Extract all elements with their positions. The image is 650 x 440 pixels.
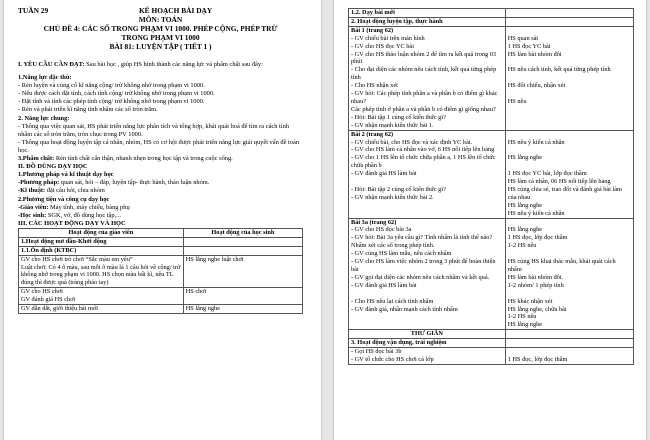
table-row [349,348,634,365]
teacher-cell [19,255,184,288]
step-title: 1.1.Ổn định (KTBC) [19,246,184,255]
student-cell: HS chơi [183,288,302,305]
exercise-title: Bài 2 (trang 62) [351,130,394,138]
table-row [19,305,303,314]
student-line [508,219,631,227]
student-line [508,90,631,98]
activities-table [18,228,303,314]
teacher-cell [349,9,506,18]
teacher-cell: GV dẫn dắt, giới thiệu bài mới [19,305,184,314]
teacher-line: 3. Hoạt động vận dụng, trải nghiệm [351,339,447,347]
topic-line-2: TRONG PHẠM VI 1000 [121,33,200,42]
student-line: HS làm bài nhóm đôi. [507,273,564,281]
s1-3-text: Rèn tính chất cẩn thận, nhanh nhẹn trong học tập và trong cuộc sống. [54,155,233,163]
teacher-line: - GV cho 1 HS lên tổ chức chữa phần a, 1 HS lên tổ chức chữa phần b [351,154,496,170]
s2-2-teacher-label: -Giáo viên: [18,203,49,211]
student-line [508,290,631,298]
document-title: KẾ HOẠCH BÀI DẠY [138,6,213,15]
table-row [349,218,634,330]
section-break-label: THƯ GIÃN [410,330,443,338]
s1-1-item-4: - Rèn và phát triển kĩ năng tính nhẩm các số tròn trăm. [18,106,158,114]
student-cell [505,9,633,18]
s1-1-item-2: - Nêu được cách đặt tính, cách tính cộng/ trừ không nhớ trong phạm vi 1000. [18,90,215,98]
student-cell [505,130,633,218]
teacher-line: - Cho đại diện các nhóm nêu cách tính, kết quả từng phép tính [351,66,497,82]
table-row [19,237,303,246]
section-1-heading: I. YÊU CẦU CẦN ĐẠT: [18,61,85,68]
right-page [334,0,646,440]
s2-1-methods [18,179,303,187]
student-line: 1-2 HS nêu [507,313,537,321]
subsection-1-1: 1.Năng lực đặc thù: [18,74,72,82]
subsection-2-2: 2.Phương tiện và công cụ dạy học [18,195,110,203]
s2-1-techniques-label: -Kĩ thuật: [18,187,46,195]
section-break [349,330,506,339]
s2-1-techniques [18,187,303,195]
activities-table-continued [348,8,634,365]
student-line: HS nêu ý kiến cá nhân [507,209,565,217]
teacher-line: - Cho HS nêu lại cách tính nhẩm [351,297,434,305]
teacher-line: 1.2. Dạy bài mới [351,9,395,16]
student-line: HS lắng nghe [507,321,543,329]
student-line: 1 HS đọc, lớp đọc thầm [507,234,568,242]
teacher-line: - GV nhận mạnh kiến thức bài 2. [351,193,434,201]
student-line [508,58,631,66]
activity-title: 1.Hoạt động mở đầu-Khởi động [19,237,184,246]
student-line: 1-2 nhóm/ 1 phép tính [507,281,564,289]
s2-1-methods-label: -Phương pháp: [18,179,60,187]
section-1-intro: Sau bài học , giúp HS hình thành các năng lực và phẩm chất sau đây: [84,61,263,68]
s1-1-item-1: - Rèn luyện và củng cố kĩ năng cộng/ trừ không nhớ trong phạm vi 1000. [18,82,205,90]
teacher-line: GV cho HS chơi [21,288,63,296]
subsection-1-2: 2. Năng lực chung: [18,114,70,122]
s1-1-item-3: - Đặt tính và tính các phép tính cộng/ trừ không nhớ trong phạm vi 1000. [18,98,205,106]
table-row [349,339,634,348]
teacher-cell [349,339,506,348]
teacher-line: - GV cho HS thảo luận nhóm 2 để tìm ra kết quả trong 03 phút [351,50,497,66]
s2-1-techniques-text: đặt câu hỏi, chia nhóm [45,187,105,195]
teacher-line: Luật chơi: Có 4 ô màu, sau mỗi ô màu là 1 câu hỏi về cộng/ trừ không nhớ trong phạm vi 1000. HS chọn màu bất kì, nêu TL đúng thì được quà (tràng pháo tay) [21,263,181,287]
student-line [508,74,631,82]
student-line [508,27,631,35]
exercise-title: Bài 3a (trang 62) [351,218,397,226]
teacher-line: - GV cho HS đọc bài 3a [351,226,412,234]
s1-2-item-2: - Thông qua hoạt động luyện tập cá nhân, nhóm, HS có cơ hội được phát triển năng lực giải quyết vấn đề toán học. [18,138,300,154]
teacher-line: - Cho HS nhận xét [351,82,398,90]
teacher-line: - GV nhận mạnh kiến thức bài 1. [351,121,434,129]
student-line [508,131,631,139]
left-page [4,0,321,440]
teacher-line: - Hỏi: Bài tập 2 củng cố kiến thức gì? [351,185,446,193]
teacher-line: Các phép tính ở phần a và phần b có điểm gì giống nhau? [351,105,496,113]
student-line: 1 HS đọc, lớp đọc thầm [507,355,568,363]
student-line: HS quan sát [507,34,539,42]
teacher-line: - GV hỏi: Các phép tính phần a và phần b có điểm gì khác nhau? [351,90,498,105]
teacher-line: - GV gọi đại diện các nhóm nêu cách nhẩm và kết quả. [351,273,490,281]
student-line [508,348,631,356]
student-line: 1 HS đọc YC bài [507,42,551,50]
table-row [349,330,634,339]
student-line [508,146,631,154]
student-line: 1-2 HS nêu [507,242,537,250]
teacher-line: - GV đánh giá, nhấn mạnh cách tính nhẩm [351,305,458,313]
teacher-cell [19,288,184,305]
section-2-heading: II. ĐỒ DÙNG DẠY HỌC [18,163,88,171]
table-row [19,255,303,288]
teacher-line: - GV cho HS làm việc nhóm 2 trong 3 phút để hoàn thiện bài [351,258,496,273]
teacher-line: - GV cùng HS làm mẫu, nêu cách nhẩm [351,250,452,258]
lesson-title: BÀI 81: LUYỆN TẬP ( TIẾT 1 ) [109,42,212,51]
col-teacher-header: Hoạt động của giáo viên [19,228,184,237]
subject-title: MÔN: TOÁN [138,15,183,24]
teacher-cell [349,26,506,130]
subsection-2-1: 1.Phương pháp và kĩ thuật dạy học [18,171,114,179]
student-line: HS lắng nghe, chữa bài [507,305,567,313]
teacher-line: 2. Hoạt động luyện tập, thực hành [351,17,443,25]
student-line: HS lắng nghe [507,226,543,234]
table-row [349,17,634,26]
student-line: HS nêu ý kiến cá nhân [507,138,565,146]
student-cell [505,339,633,348]
teacher-line: - GV cho HS làm cá nhân vào vở, 6 HS nối tiếp lên bảng [351,146,495,154]
student-cell: HS lắng nghe luật chơi [183,255,302,288]
empty-cell [505,330,633,339]
student-line: HS lắng nghe [507,201,543,209]
s2-2-teacher [18,204,303,212]
s2-2-student [18,212,303,220]
teacher-line [351,290,503,298]
table-header-row [19,228,303,237]
student-line [508,250,631,258]
teacher-line: - Hỏi: Bài tập 1 củng cố kiến thức gì? [351,113,446,121]
teacher-line: - GV đánh giá HS làm bài [351,170,417,178]
teacher-cell [349,17,506,26]
week-label: TUẦN 29 [18,6,49,15]
table-row [19,246,303,255]
teacher-cell [349,130,506,218]
teacher-line: GV đánh giá HS chơi [21,296,76,304]
student-cell [505,218,633,330]
empty-cell [183,237,302,246]
table-row [349,9,634,18]
student-line: HS làm bài nhóm đôi [507,50,562,58]
student-cell [505,26,633,130]
student-cell [505,348,633,365]
s2-2-student-text: SGK, vở, đồ dùng học tập,... [46,211,121,219]
table-row [19,288,303,305]
student-line: HS nêu cách tính, kết quả từng phép tính [507,66,611,74]
s2-1-methods-text: quan sát, hỏi – đáp, luyện tập- thực hành, thảo luận nhóm. [59,179,210,187]
student-line: HS lắng nghe [507,154,543,162]
table-row [349,130,634,218]
student-line: HS làm cá nhân, 06 HS nối tiếp lên bảng [507,178,611,186]
student-line: HS cùng HS khai thác mẫu, khái quát cách nhẩm [507,258,616,273]
teacher-cell [349,348,506,365]
teacher-line: GV cho HS chơi trò chơi “Sắc màu em yêu” [21,255,133,263]
empty-cell [183,246,302,255]
s1-3-label: 3.Phẩm chất: [18,155,55,163]
exercise-title: Bài 1 (trang 62) [351,26,394,34]
s1-2-item-1: - Thông qua việc quan sát, HS phát triển năng lực phân tích và tổng hợp, khái quát hoá để tìm ra cách tính nhẩm các số tròn trăm, tròn chục trong PV 1000. [18,122,289,138]
teacher-line: - GV cho HS đọc YC bài [351,42,414,50]
teacher-line: - GV chiếu bài trên màn hình [351,34,425,42]
student-line: HS nêu [507,97,527,105]
teacher-line: - GV chiếu bài, cho HS đọc và xác định YC bài. [351,138,473,146]
teacher-line: - GV tổ chức cho HS chơi cá lớp [351,355,434,363]
student-line: HS khác nhận xét [507,297,553,305]
s2-2-student-label: -Học sinh: [18,211,47,219]
s2-2-teacher-text: Máy tính, máy chiếu, bảng phụ [48,203,130,211]
teacher-line [351,178,503,186]
table-row [349,26,634,130]
student-cell: HS lắng nghe [183,305,302,314]
teacher-cell [349,218,506,330]
section-3-heading: III. CÁC HOẠT ĐỘNG DẠY VÀ HỌC [18,219,126,227]
student-line: HS cùng chia sẻ, trao đổi và đánh giá bài làm của nhau [507,185,622,201]
section-1 [18,61,303,69]
student-line [508,162,631,170]
student-line: 1 HS đọc YC bài, lớp đọc thầm [507,170,587,178]
student-line: HS đổi chiếu, nhận xét [507,82,566,90]
student-cell [505,17,633,26]
teacher-line: - GV hỏi: Bài 3a yêu cầu gì? Tính nhẩm là tính thế nào? Nhẩm xét các số trong phép tính. [351,234,493,250]
subsection-1-3 [18,155,303,163]
header-row [18,6,303,15]
teacher-line: - GV đánh giá HS làm bài [351,281,417,289]
teacher-line: - Gọi HS đọc bài 3b [351,348,402,356]
col-student-header: Hoạt động của học sinh [183,228,302,237]
topic-line-1: CHỦ ĐỀ 4: CÁC SỐ TRONG PHẠM VI 1000. PHÉP CỘNG, PHÉP TRỪ [43,24,278,33]
